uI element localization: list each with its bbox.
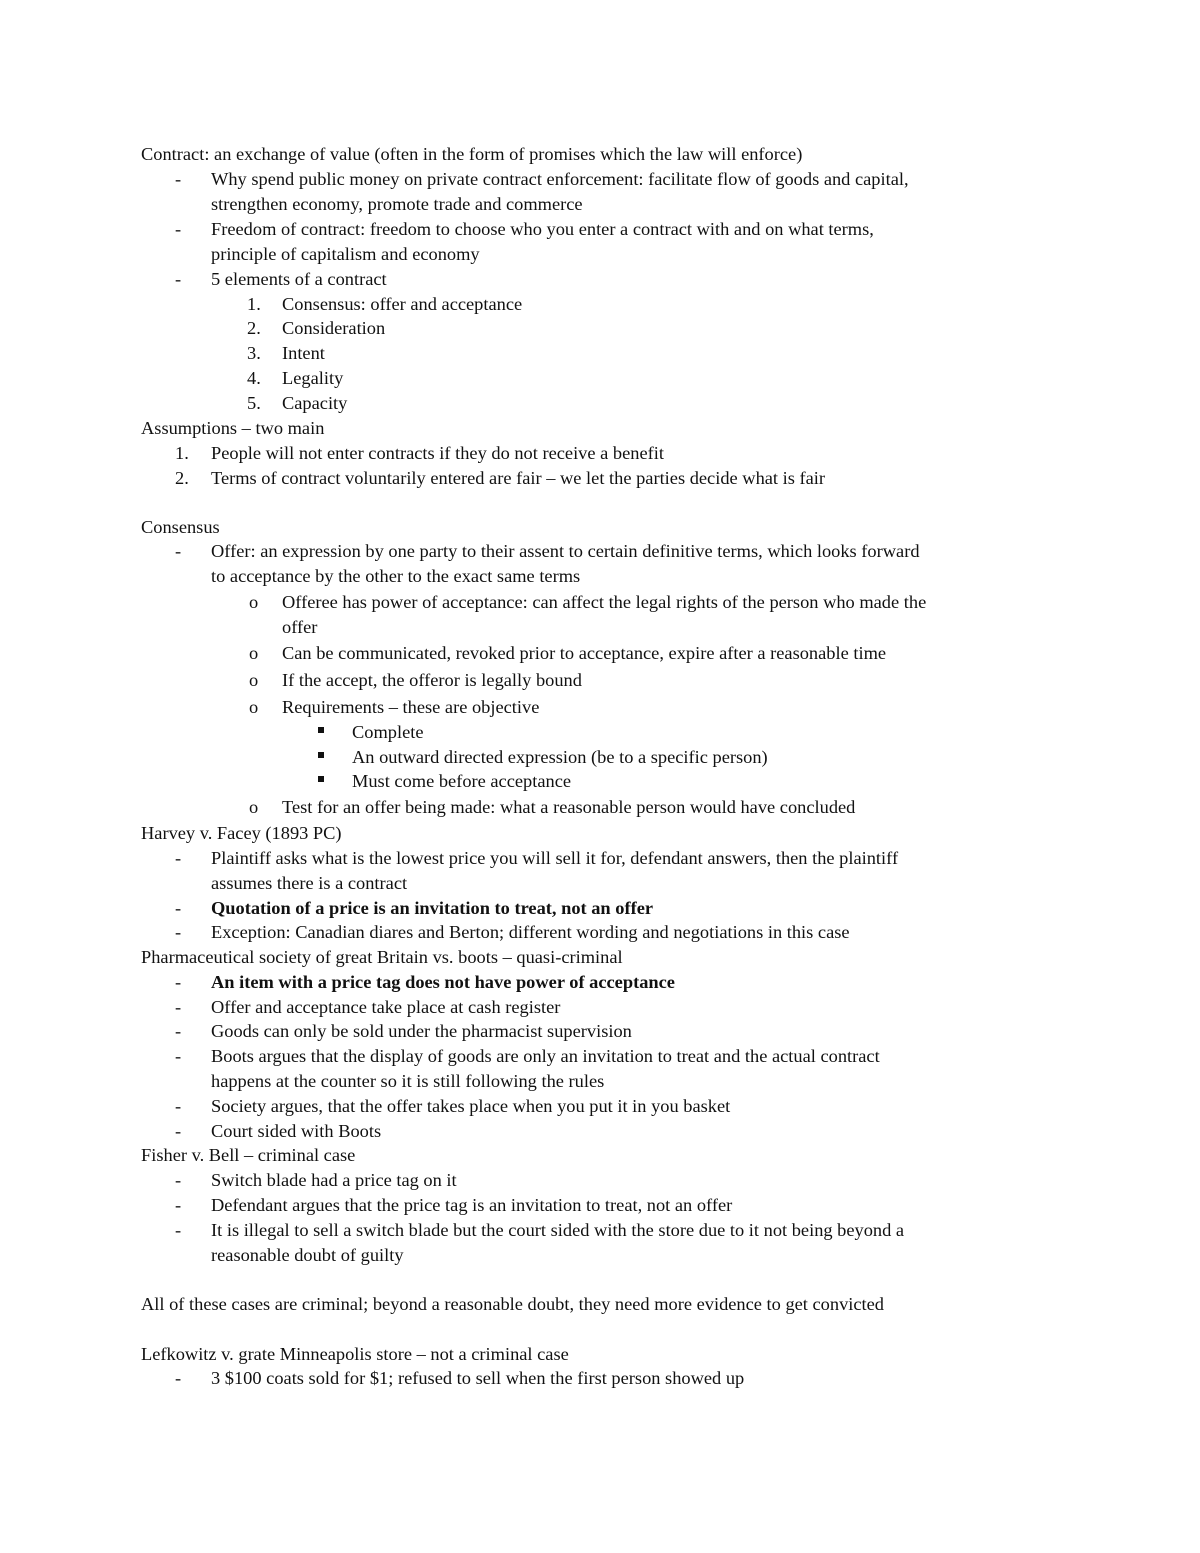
case-heading: Pharmaceutical society of great Britain vs. boots – quasi-criminal xyxy=(141,947,623,967)
bullet-text: Society argues, that the offer takes place when you put it in you basket xyxy=(211,1096,731,1116)
bullet-dash: - xyxy=(175,898,182,918)
sub-bullet-text: If the accept, the offeror is legally bound xyxy=(282,670,582,690)
bullet-text: principle of capitalism and economy xyxy=(211,244,480,264)
bullet-text: 5 elements of a contract xyxy=(211,269,387,289)
list-item: Consideration xyxy=(282,318,386,338)
list-number: 2. xyxy=(247,318,261,338)
bullet-text: It is illegal to sell a switch blade but the court sided with the store due to it not being beyond a xyxy=(211,1220,905,1240)
sub-bullet-text: Offeree has power of acceptance: can affect the legal rights of the person who made the xyxy=(282,592,927,612)
bullet-dash: - xyxy=(175,1170,182,1190)
list-item: People will not enter contracts if they do not receive a benefit xyxy=(211,443,664,463)
bullet-dash: - xyxy=(175,972,182,992)
bullet-text: 3 $100 coats sold for $1; refused to sell when the first person showed up xyxy=(211,1368,745,1388)
sub-bullet-text: Can be communicated, revoked prior to acceptance, expire after a reasonable time xyxy=(282,643,887,663)
bullet-dash: - xyxy=(175,1121,182,1141)
list-item: Legality xyxy=(282,368,344,388)
bullet-dash: - xyxy=(175,269,182,289)
bullet-text: Offer and acceptance take place at cash register xyxy=(211,997,561,1017)
section-heading: Assumptions – two main xyxy=(141,418,325,438)
bullet-text: Why spend public money on private contract enforcement: facilitate flow of goods and capital, xyxy=(211,169,909,189)
square-bullet-text: Complete xyxy=(352,722,424,742)
square-bullet-icon xyxy=(318,752,324,758)
bullet-text: Court sided with Boots xyxy=(211,1121,382,1141)
list-number: 4. xyxy=(247,368,261,388)
list-number: 3. xyxy=(247,343,261,363)
list-item: Terms of contract voluntarily entered are fair – we let the parties decide what is fair xyxy=(211,468,826,488)
bullet-circle: o xyxy=(249,670,259,690)
bullet-text: Goods can only be sold under the pharmacist supervision xyxy=(211,1021,632,1041)
section-heading: Consensus xyxy=(141,517,220,537)
bullet-dash: - xyxy=(175,1021,182,1041)
bullet-text: Switch blade had a price tag on it xyxy=(211,1170,457,1190)
bullet-dash: - xyxy=(175,1368,182,1388)
bullet-text: Defendant argues that the price tag is an invitation to treat, not an offer xyxy=(211,1195,733,1215)
bullet-dash: - xyxy=(175,997,182,1017)
list-number: 5. xyxy=(247,393,261,413)
bullet-circle: o xyxy=(249,697,259,717)
square-bullet-text: Must come before acceptance xyxy=(352,771,572,791)
contract-definition: Contract: an exchange of value (often in the form of promises which the law will enforce) xyxy=(141,144,803,164)
square-bullet-icon xyxy=(318,727,324,733)
bullet-dash: - xyxy=(175,922,182,942)
list-number: 2. xyxy=(175,468,189,488)
bullet-dash: - xyxy=(175,1195,182,1215)
bullet-text: Boots argues that the display of goods are only an invitation to treat and the actual contract xyxy=(211,1046,880,1066)
case-heading: Lefkowitz v. grate Minneapolis store – not a criminal case xyxy=(141,1344,569,1364)
bullet-dash: - xyxy=(175,541,182,561)
bullet-text: Plaintiff asks what is the lowest price you will sell it for, defendant answers, then the plaintiff xyxy=(211,848,899,868)
bullet-dash: - xyxy=(175,1220,182,1240)
bullet-text: Offer: an expression by one party to their assent to certain definitive terms, which looks forward xyxy=(211,541,920,561)
bullet-text: assumes there is a contract xyxy=(211,873,408,893)
bullet-text: Exception: Canadian diares and Berton; different wording and negotiations in this case xyxy=(211,922,850,942)
bullet-dash: - xyxy=(175,169,182,189)
square-bullet-text: An outward directed expression (be to a specific person) xyxy=(352,747,768,767)
bold-bullet-text: An item with a price tag does not have power of acceptance xyxy=(211,972,675,992)
bullet-text: strengthen economy, promote trade and commerce xyxy=(211,194,583,214)
list-item: Consensus: offer and acceptance xyxy=(282,294,523,314)
bullet-text: Freedom of contract: freedom to choose who you enter a contract with and on what terms, xyxy=(211,219,874,239)
list-number: 1. xyxy=(247,294,261,314)
bullet-dash: - xyxy=(175,848,182,868)
list-number: 1. xyxy=(175,443,189,463)
sub-bullet-text: Requirements – these are objective xyxy=(282,697,540,717)
bold-bullet-text: Quotation of a price is an invitation to treat, not an offer xyxy=(211,898,654,918)
list-item: Intent xyxy=(282,343,325,363)
bullet-circle: o xyxy=(249,643,259,663)
bullet-text: happens at the counter so it is still following the rules xyxy=(211,1071,605,1091)
square-bullet-icon xyxy=(318,776,324,782)
bullet-circle: o xyxy=(249,797,259,817)
sub-bullet-text: offer xyxy=(282,617,318,637)
bullet-dash: - xyxy=(175,219,182,239)
case-heading: Harvey v. Facey (1893 PC) xyxy=(141,823,342,843)
summary-note: All of these cases are criminal; beyond a reasonable doubt, they need more evidence to get convicted xyxy=(141,1294,884,1314)
bullet-circle: o xyxy=(249,592,259,612)
sub-bullet-text: Test for an offer being made: what a reasonable person would have concluded xyxy=(282,797,856,817)
bullet-dash: - xyxy=(175,1046,182,1066)
list-item: Capacity xyxy=(282,393,348,413)
bullet-text: reasonable doubt of guilty xyxy=(211,1245,404,1265)
bullet-text: to acceptance by the other to the exact same terms xyxy=(211,566,581,586)
case-heading: Fisher v. Bell – criminal case xyxy=(141,1145,356,1165)
bullet-dash: - xyxy=(175,1096,182,1116)
